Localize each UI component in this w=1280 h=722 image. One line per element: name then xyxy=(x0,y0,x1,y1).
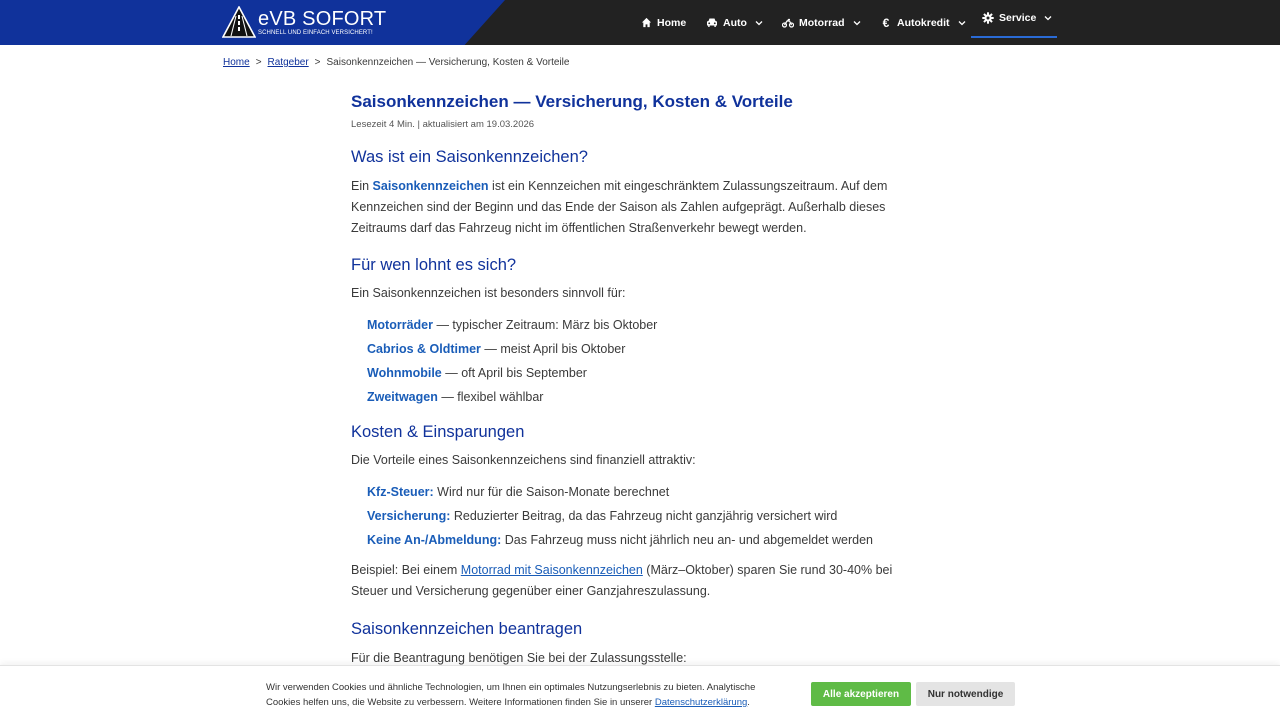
motorcycle-icon xyxy=(782,17,794,29)
brand-logo[interactable] xyxy=(222,6,386,38)
breadcrumb-separator: > xyxy=(314,57,321,68)
page-title: Saisonkennzeichen — Versicherung, Kosten & Vorteile xyxy=(351,92,793,111)
list-item-term: Keine An-/Abmeldung: xyxy=(367,533,502,547)
brand-title: eVB SOFORT xyxy=(258,8,387,30)
cookie-text-end: . xyxy=(747,697,750,708)
nav-label-auto: Auto xyxy=(723,16,747,29)
breadcrumb xyxy=(223,57,569,68)
text-fragment: ist ein Kennzeichen mit eingeschränktem Zulassungszeitraum. Auf dem Kennzeichen sind der Beginn und das Ende der Saison als Zahlen aufgeprägt. Außerhalb dieses Zeitraums darf das Fahrzeug nicht im öffentlichen Straßenverkehr bewegt werden. xyxy=(351,179,888,235)
breadcrumb-home-link[interactable]: Home xyxy=(223,57,250,68)
list-item-term: Cabrios & Oldtimer xyxy=(367,342,481,356)
brand-text xyxy=(258,6,386,36)
nav-item-auto[interactable] xyxy=(706,0,763,45)
list-item xyxy=(367,361,926,385)
brand-subtitle: SCHNELL UND EINFACH VERSICHERT! xyxy=(258,30,373,36)
list-item-desc: Das Fahrzeug muss nicht jährlich neu an- und abgemeldet werden xyxy=(501,533,874,547)
breadcrumb-ratgeber-link[interactable]: Ratgeber xyxy=(267,57,309,68)
highlight-term: Saisonkennzeichen xyxy=(372,179,489,193)
necessary-only-button[interactable]: Nur notwendige xyxy=(916,682,1015,706)
road-sign-icon xyxy=(222,6,256,38)
section-paragraph xyxy=(351,176,926,239)
text-fragment: (März–Oktober) sparen Sie rund 30-40% bei Steuer und Versicherung gegenüber einer Ganzjahreszulassung. xyxy=(351,563,893,598)
nav-label-motorrad: Motorrad xyxy=(799,16,845,29)
section-intro: Für die Beantragung benötigen Sie bei der Zulassungsstelle: xyxy=(351,651,687,665)
list-item-term: Versicherung: xyxy=(367,509,451,523)
list-item xyxy=(367,385,926,409)
gear-icon xyxy=(982,12,994,24)
cookie-banner xyxy=(0,665,1280,722)
section-heading-was-ist: Was ist ein Saisonkennzeichen? xyxy=(351,148,588,166)
euro-icon: € xyxy=(882,15,890,30)
section-heading-kosten: Kosten & Einsparungen xyxy=(351,423,525,441)
list-item-term: Motorräder xyxy=(367,318,433,332)
chevron-down-icon xyxy=(853,19,861,27)
list-item-term: Kfz-Steuer: xyxy=(367,485,434,499)
accept-all-button[interactable]: Alle akzeptieren xyxy=(811,682,911,706)
example-paragraph xyxy=(351,560,926,602)
list-item xyxy=(367,480,926,504)
section-intro: Die Vorteile eines Saisonkennzeichens sind finanziell attraktiv: xyxy=(351,453,696,467)
breadcrumb-current: Saisonkennzeichen — Versicherung, Kosten & Vorteile xyxy=(326,57,570,68)
nav-label-autokredit: Autokredit xyxy=(897,16,950,29)
text-fragment: Beispiel: Bei einem xyxy=(351,563,461,577)
list-item-desc: — flexibel wählbar xyxy=(437,390,544,404)
nav-item-service[interactable] xyxy=(971,0,1057,38)
cookie-text xyxy=(266,680,786,710)
breadcrumb-separator: > xyxy=(255,57,262,68)
section-intro: Ein Saisonkennzeichen ist besonders sinnvoll für: xyxy=(351,286,626,300)
nav-item-motorrad[interactable] xyxy=(782,0,861,45)
home-icon xyxy=(640,17,652,29)
list-item xyxy=(367,528,926,552)
section-heading-fuer-wen: Für wen lohnt es sich? xyxy=(351,256,517,274)
list-item-term: Zweitwagen xyxy=(367,390,438,404)
vehicle-list xyxy=(351,313,926,409)
car-icon xyxy=(706,17,718,29)
cookie-message: Wir verwenden Cookies und ähnliche Technologien, um Ihnen ein optimales Nutzungserlebnis zu bieten. Analytische Cookies helfen uns, die Website zu verbessern. Weitere Informationen finden Sie in unserer xyxy=(266,682,756,708)
article xyxy=(351,90,926,669)
list-item xyxy=(367,313,926,337)
text-fragment: Ein xyxy=(351,179,373,193)
list-item-term: Wohnmobile xyxy=(367,366,442,380)
nav-label-home: Home xyxy=(657,16,687,29)
chevron-down-icon xyxy=(958,19,966,27)
list-item-desc: — typischer Zeitraum: März bis Oktober xyxy=(432,318,658,332)
nav-item-home[interactable] xyxy=(640,0,686,45)
list-item-desc: — oft April bis September xyxy=(441,366,587,380)
section-heading-beantragen: Saisonkennzeichen beantragen xyxy=(351,620,583,638)
benefit-list xyxy=(351,480,926,552)
list-item-desc: Wird nur für die Saison-Monate berechnet xyxy=(433,485,670,499)
nav-label-service: Service xyxy=(999,12,1037,24)
nav-item-autokredit[interactable] xyxy=(880,0,966,45)
chevron-down-icon xyxy=(755,19,763,27)
list-item xyxy=(367,337,926,361)
list-item-desc: Reduzierter Beitrag, da das Fahrzeug nicht ganzjährig versichert wird xyxy=(450,509,838,523)
list-item-desc: — meist April bis Oktober xyxy=(480,342,626,356)
privacy-policy-link[interactable]: Datenschutzerklärung xyxy=(654,697,748,708)
top-header xyxy=(0,0,1280,45)
chevron-down-icon xyxy=(1044,14,1052,22)
article-meta: Lesezeit 4 Min. | aktualisiert am 19.03.2026 xyxy=(351,119,535,130)
list-item xyxy=(367,504,926,528)
motorrad-saisonkennzeichen-link[interactable]: Motorrad mit Saisonkennzeichen xyxy=(460,563,643,577)
